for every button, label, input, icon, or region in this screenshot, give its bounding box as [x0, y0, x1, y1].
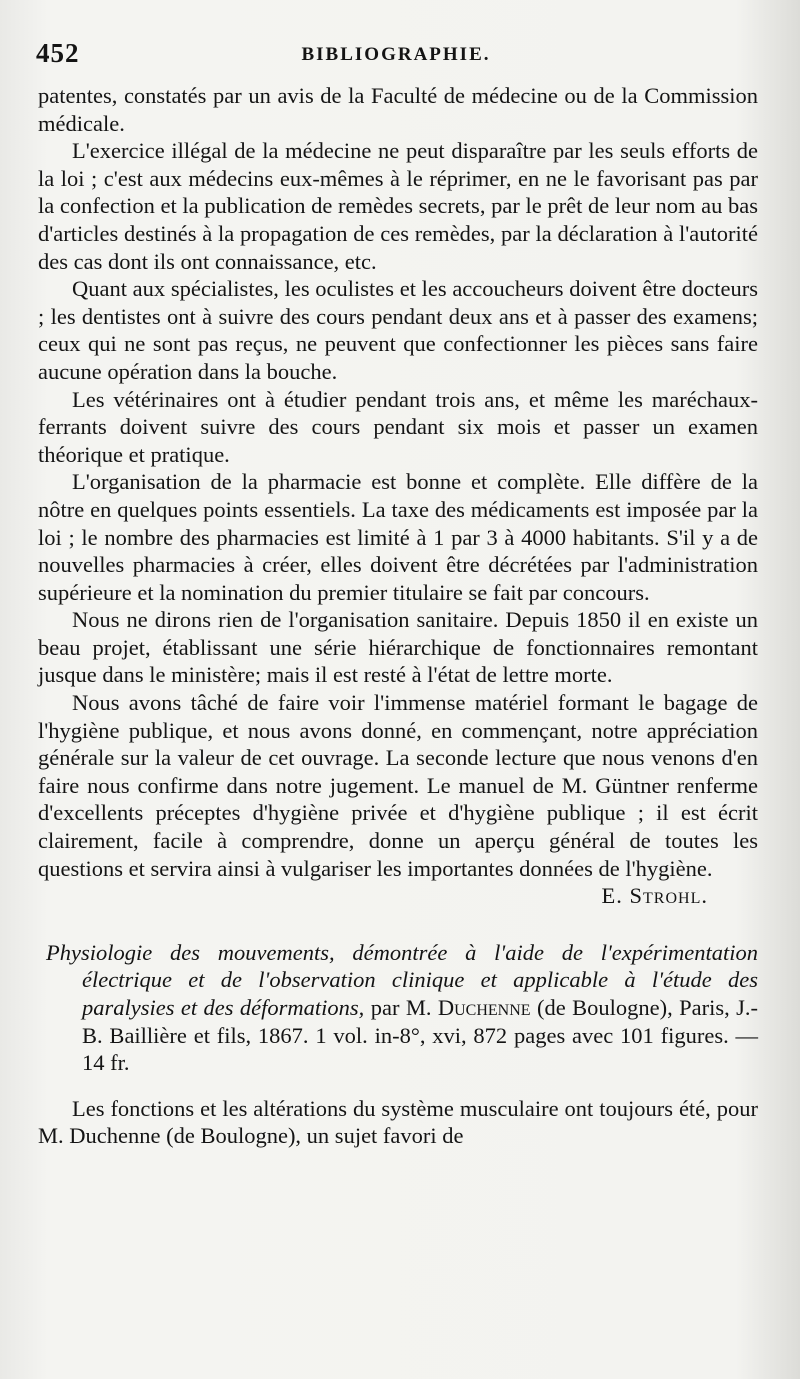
- paragraph-continuation: patentes, constatés par un avis de la Faculté de médecine ou de la Commission médicale.: [38, 83, 758, 136]
- book-author-suffix: (de Boulogne),: [536, 995, 673, 1020]
- book-publication: Paris, J.-B. Baillière et fils, 1867. 1 vol. in-8°, xvi, 872 pages avec 101 figures. — 14 fr.: [82, 995, 759, 1076]
- book-author: Duchenne: [437, 995, 531, 1020]
- page-header: [36, 38, 756, 74]
- paragraph-closing: Les fonctions et les altérations du système musculaire ont toujours été, pour M. Duchenne (de Boulogne), un sujet favori de: [38, 1095, 758, 1149]
- paragraph-sanitary-organization: Nous ne dirons rien de l'organisation sanitaire. Depuis 1850 il en existe un beau projet, établissant une série hiérarchique de fonctionnaires remontant jusque dans le ministère; mais il est resté à l'état de lettre morte.: [38, 607, 758, 688]
- review-signature: E. Strohl.: [601, 883, 708, 909]
- paragraph-veterinarians: Les vétérinaires ont à étudier pendant trois ans, et même les maréchaux-ferrants doivent suivre des cours pendant six mois et passer un examen théorique et pratique.: [38, 386, 758, 467]
- running-title: BIBLIOGRAPHIE.: [301, 44, 491, 65]
- book-title: Physiologie des mouvements, démontrée à l'aide de l'expérimentation électrique et de l'observation clinique et applicable à l'étude des paralysies et des déformations,: [46, 939, 758, 1020]
- paragraph-specialists: Quant aux spécialistes, les oculistes et les accoucheurs doivent être docteurs ; les dentistes ont à suivre des cours pendant deux ans et à passer des examens; ceux qui ne sont pas reçus, ne peuvent que confectionner les pièces sans faire aucune opération dans la bouche.: [38, 276, 758, 384]
- paragraph-illegal-practice: L'exercice illégal de la médecine ne peut disparaître par les seuls efforts de la loi ; c'est aux médecins eux-mêmes à le réprimer, en ne le favorisant pas par la confection et la publication de remèdes secrets, par le prêt de leur nom au bas d'articles destinés à la propagation de ces remèdes, par la déclaration à l'autorité des cas dont ils ont connaissance, etc.: [38, 138, 758, 274]
- paragraph-conclusion: Nous avons tâché de faire voir l'immense matériel formant le bagage de l'hygiène publique, et nous avons donné, en commençant, notre appréciation générale sur la valeur de cet ouvrage. La seconde lecture que nous venons d'en faire nous confirme dans notre jugement. Le manuel de M. Güntner renferme d'excellents préceptes d'hygiène privée et d'hygiène publique ; il est écrit clairement, facile à comprendre, donne un aperçu général de toutes les questions et servira ainsi à vulgariser les importantes données de l'hygiène.: [38, 690, 758, 881]
- bibliography-entry: [38, 939, 758, 1077]
- paragraph-pharmacy: L'organisation de la pharmacie est bonne et complète. Elle diffère de la nôtre en quelques points essentiels. La taxe des médicaments est imposée par la loi ; le nombre des pharmacies est limité à 1 par 3 à 4000 habitants. S'il y a de nouvelles pharmacies à créer, elles doivent être décrétées par l'administration supérieure et la nomination du premier titulaire se fait par concours.: [38, 469, 758, 605]
- body-text: [38, 82, 758, 1150]
- section-divider: [38, 924, 758, 925]
- book-by: par M.: [370, 995, 432, 1020]
- page-number: 452: [36, 38, 80, 68]
